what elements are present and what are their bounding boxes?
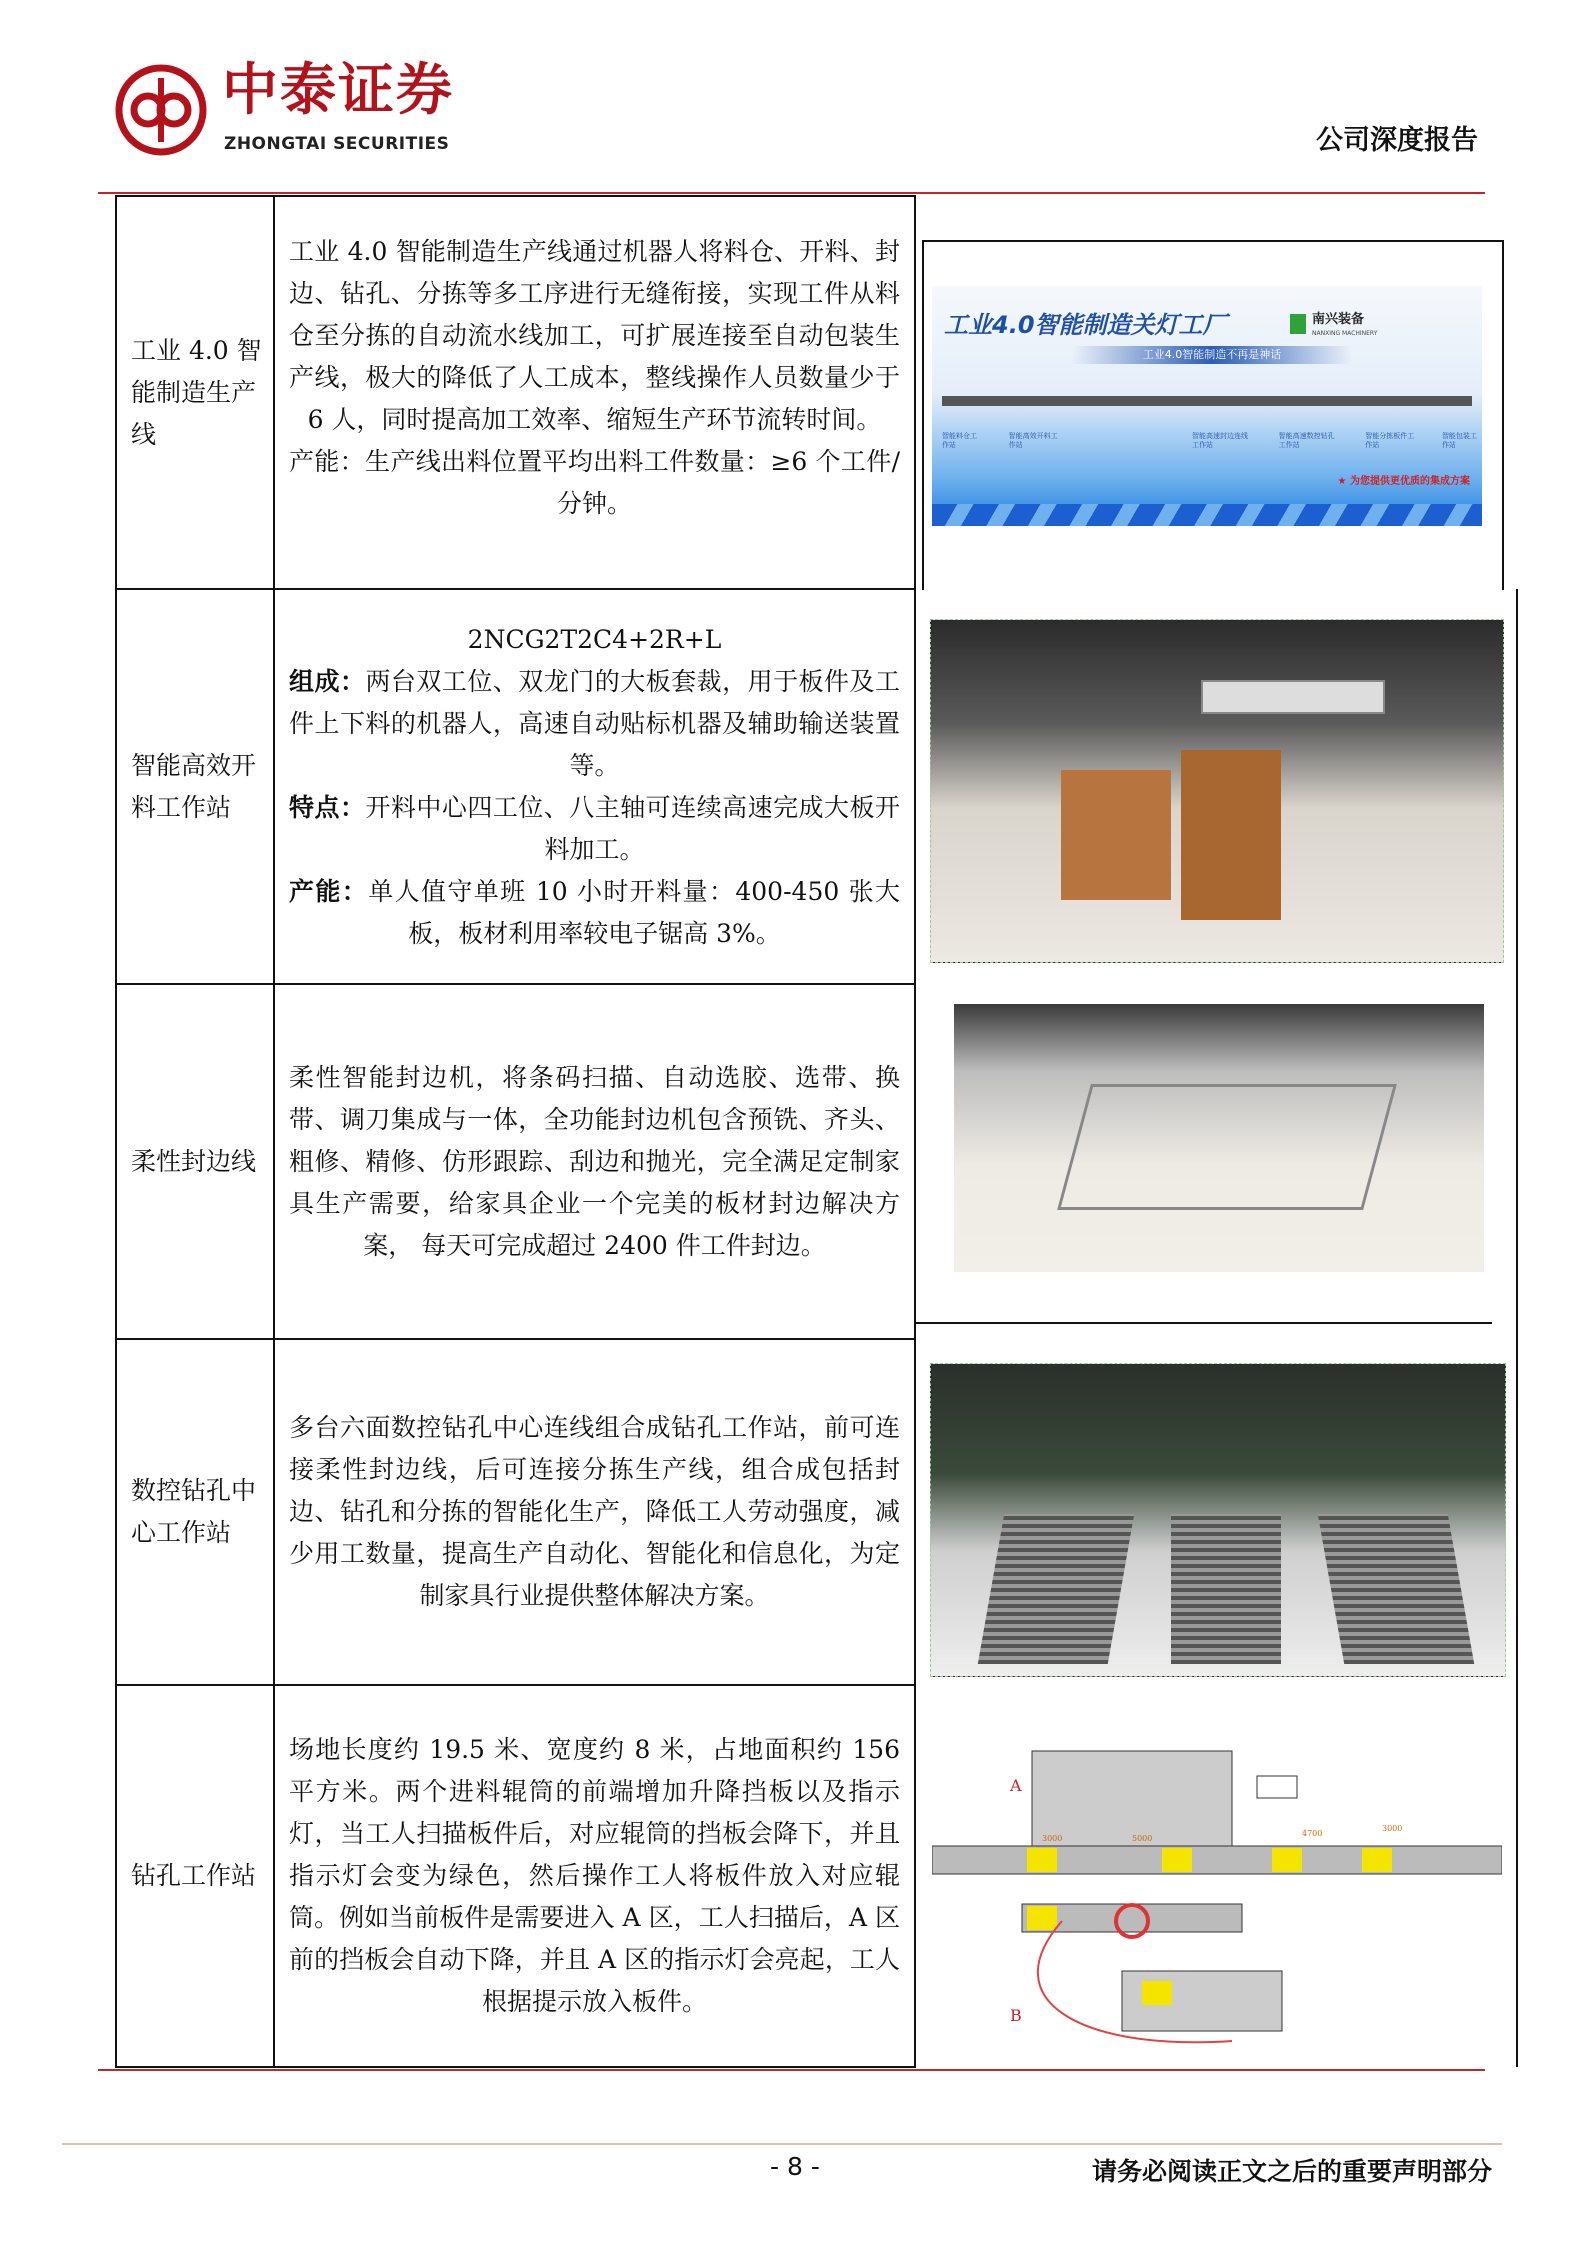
drilling-center-photo <box>930 1363 1506 1677</box>
row-name: 智能高效开料工作站 <box>116 589 274 984</box>
table-row <box>116 196 1517 589</box>
composition-text: 两台双工位、双龙门的大板套裁，用于板件及工件上下料的机器人，高速自动贴标机器及辅助输送装置等。 <box>289 666 900 780</box>
banner-subtitle: 工业4.0智能制造不再是神话 <box>1072 346 1352 364</box>
model-number: 2NCG2T2C4+2R+L <box>467 624 722 654</box>
station-label: 智能高效开料工作站 <box>1008 432 1058 449</box>
row-image-cell <box>915 196 1517 589</box>
row-image-cell <box>915 589 1517 984</box>
dimension-label: 3000 <box>1382 1824 1403 1833</box>
capacity <box>289 871 900 955</box>
logo-text-en: ZHONGTAI SECURITIES <box>224 134 450 154</box>
row-image-cell <box>915 1339 1517 1685</box>
banner-stripes <box>932 504 1482 526</box>
description-text: 工业 4.0 智能制造生产线通过机器人将料仓、开料、封边、钻孔、分拣等多工序进行无缝衔接，实现工件从料仓至分拣的自动流水线加工，可扩展连接至自动包装生产线，极大的降低了人工成本，整线操作人员数量少于 6 人，同时提高加工效率、缩短生产环节流转时间。 <box>289 236 900 434</box>
table-row <box>116 984 1517 1339</box>
row-image-cell <box>915 1685 1517 2067</box>
station-label: 智能包装工作站 <box>1441 432 1477 449</box>
banner-slogan: ★ 为您提供更优质的集成方案 <box>1337 476 1470 487</box>
row-name: 钻孔工作站 <box>116 1685 274 2067</box>
nanxing-logo-icon <box>1290 314 1306 334</box>
page-number: - 8 - <box>770 2152 820 2181</box>
dimension-label: 5000 <box>1132 1834 1153 1843</box>
zone-a-label: A <box>1010 1776 1022 1795</box>
station-label: 智能高速数控钻孔工作站 <box>1278 432 1335 449</box>
description-text: 多台六面数控钻孔中心连线组合成钻孔工作站，前可连接柔性封边线，后可连接分拣生产线，组合成包括封边、钻孔和分拣的智能化生产，降低工人劳动强度，减少用工数量，提高生产自动化、智能化和信息化，为定制家具行业提供整体解决方案。 <box>289 1413 900 1610</box>
composition-label: 组成： <box>289 666 366 696</box>
banner-brand-en: NANXING MACHINERY <box>1312 330 1378 337</box>
features-label: 特点： <box>289 792 366 822</box>
row-image-cell <box>915 984 1517 1339</box>
table-row <box>116 1685 1517 2067</box>
row-description <box>274 589 915 984</box>
row-name: 工业 4.0 智能制造生产线 <box>116 196 274 589</box>
description-text: 柔性智能封边机，将条码扫描、自动选胶、选带、换带、调刀集成与一体，全功能封边机包含预铣、齐头、粗修、精修、仿形跟踪、刮边和抛光，完全满足定制家具生产需要，给家具企业一个完美的板材封边解决方案， 每天可完成超过 2400 件工件封边。 <box>289 1062 900 1260</box>
page-footer <box>0 2143 1586 2223</box>
row-description <box>274 984 915 1339</box>
dimension-label: 4700 <box>1302 1829 1323 1838</box>
row-name: 柔性封边线 <box>116 984 274 1339</box>
logo-text-cn: 中泰证券 <box>222 58 454 123</box>
station-label: 智能料仓工作站 <box>942 432 977 449</box>
features-text: 开料中心四工位、八主轴可连续高速完成大板开料加工。 <box>365 792 900 864</box>
features <box>289 787 900 871</box>
row-description <box>274 1339 915 1685</box>
dimension-label: 3000 <box>1042 1834 1063 1843</box>
banner-brand: 南兴装备 <box>1312 312 1365 327</box>
product-table <box>115 195 1518 2068</box>
row-description <box>274 1685 915 2067</box>
table-row <box>116 589 1517 984</box>
cutting-workstation-photo <box>930 619 1504 963</box>
banner-title: 工业4.0智能制造关灯工厂 <box>944 311 1227 339</box>
capacity-text: 产能：生产线出料位置平均出料工件数量：≥6 个工件/分钟。 <box>289 446 900 518</box>
composition <box>289 661 900 787</box>
drilling-station-layout-diagram <box>932 1721 1502 2051</box>
row-name: 数控钻孔中心工作站 <box>116 1339 274 1685</box>
zone-b-label: B <box>1010 2006 1022 2025</box>
capacity-text: 单人值守单班 10 小时开料量：400-450 张大板，板材利用率较电子锯高 3%。 <box>368 876 900 948</box>
production-line-banner <box>932 286 1482 526</box>
footer-divider <box>62 2143 1502 2145</box>
table-bottom-divider <box>98 2069 1485 2071</box>
capacity-label: 产能： <box>289 876 369 906</box>
header-divider <box>98 192 1485 194</box>
production-line-drawing <box>942 396 1472 406</box>
edge-banding-line-photo <box>954 1004 1484 1272</box>
content-flow <box>0 195 1586 2223</box>
description-text: 场地长度约 19.5 米、宽度约 8 米，占地面积约 156 平方米。两个进料辊筒的前端增加升降挡板以及指示灯，当工人扫描板件后，对应辊筒的挡板会降下，并且指示灯会变为绿色，然后操作工人将板件放入对应辊筒。例如当前板件是需要进入 A 区，工人扫描后，A 区前的挡板会自动下降，并且 A 区的指示灯会亮起，工人根据提示放入板件。 <box>289 1735 900 2016</box>
row-description <box>274 196 915 589</box>
report-type: 公司深度报告 <box>1316 125 1478 156</box>
disclaimer-note: 请务必阅读正文之后的重要声明部分 <box>1091 2157 1492 2186</box>
zhongtai-logo-icon <box>115 64 207 156</box>
station-label: 智能分拣板件工作站 <box>1365 432 1415 449</box>
table-row <box>116 1339 1517 1685</box>
station-label: 智能高速封边连线工作站 <box>1191 432 1248 449</box>
